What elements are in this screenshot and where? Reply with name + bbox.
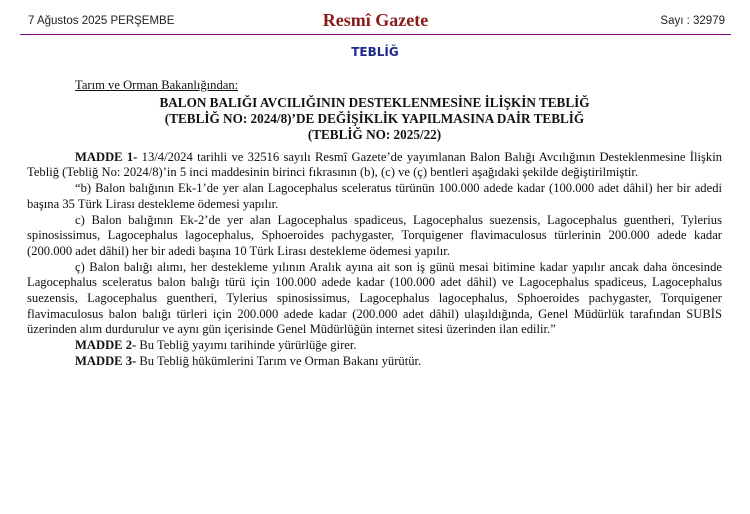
article-2-text: Bu Tebliğ yayımı tarihinde yürürlüğe girer. [136, 338, 357, 353]
article-1 [27, 150, 722, 181]
title-line-2: (TEBLİĞ NO: 2024/8)’DE DEĞİŞİKLİK YAPILMASINA DAİR TEBLİĞ [164, 110, 585, 126]
section-title: TEBLİĞ [351, 45, 399, 59]
title-line-1: BALON BALIĞI AVCILIĞININ DESTEKLENMESİNE İLİŞKİN TEBLİĞ [159, 94, 590, 110]
clause-cc: ç) Balon balığı alımı, her destekleme yılının Aralık ayına ait son iş günü mesai bitimine kadar yapılır ancak daha öncesinde Lagocephalus sceleratus balon balığı türü için 100.000 adede kadar (100.000 adet dâhil) ve Lagocephalus spadiceus, Lagocephalus suezensis, Lagocephalus guentheri, Tylerius spinosissimus, Lagocephalus lagocephalus, Sphoeroides pachygaster, Torquigener flavimaculosus balon balığı türleri için 200.000 adede kadar (200.000 adet dâhil) ulaşıldığında, Genel Müdürlük tarafından SUBİS üzerinden alım durdurulur ve aynı gün içerisinde Genel Müdürlüğün internet sitesi üzerinden ilan edilir.” [27, 259, 722, 337]
issue-number: Sayı : 32979 [660, 15, 725, 27]
document-body [27, 78, 722, 370]
issuing-ministry: Tarım ve Orman Bakanlığından: [75, 78, 239, 92]
title-line-3: (TEBLİĞ NO: 2025/22) [307, 126, 442, 142]
article-3-text: Bu Tebliğ hükümlerini Tarım ve Orman Bakanı yürütür. [136, 353, 422, 368]
article-1-label: MADDE 1- [75, 149, 138, 164]
document-title [27, 95, 722, 143]
article-3-label: MADDE 3- [75, 353, 137, 368]
article-2 [27, 338, 722, 354]
article-3 [27, 354, 722, 370]
clause-c: c) Balon balığının Ek-2’de yer alan Lagocephalus spadiceus, Lagocephalus suezensis, Lagocephalus guentheri, Tylerius spinosissimus, Lagocephalus lagocephalus, Sphoeroides pachygaster, Torquigener flavimaculosus türlerinin 200.000 adede kadar (200.000 adet dâhil) her bir adedi başına 10 Türk Lirası destekleme ödemesi yapılır. [27, 212, 722, 258]
gazette-title: Resmî Gazete [322, 10, 429, 30]
gazette-header [20, 8, 731, 35]
publication-date: 7 Ağustos 2025 PERŞEMBE [28, 15, 175, 27]
article-1-text: 13/4/2024 tarihli ve 32516 sayılı Resmî Gazete’de yayımlanan Balon Balığı Avcılığının Desteklenmesine İlişkin Tebliğ (Tebliğ No: 2024/8)’in 5 inci maddesinin birinci fıkrasının (b), (c) ve (ç) bentleri aşağıdaki şekilde değiştirilmiştir. [27, 149, 722, 180]
clause-b: “b) Balon balığının Ek-1’de yer alan Lagocephalus sceleratus türünün 100.000 adede kadar (100.000 adet dâhil) her bir adedi başına 35 Türk Lirası destekleme ödemesi yapılır. [27, 181, 722, 211]
article-2-label: MADDE 2- [75, 338, 137, 353]
